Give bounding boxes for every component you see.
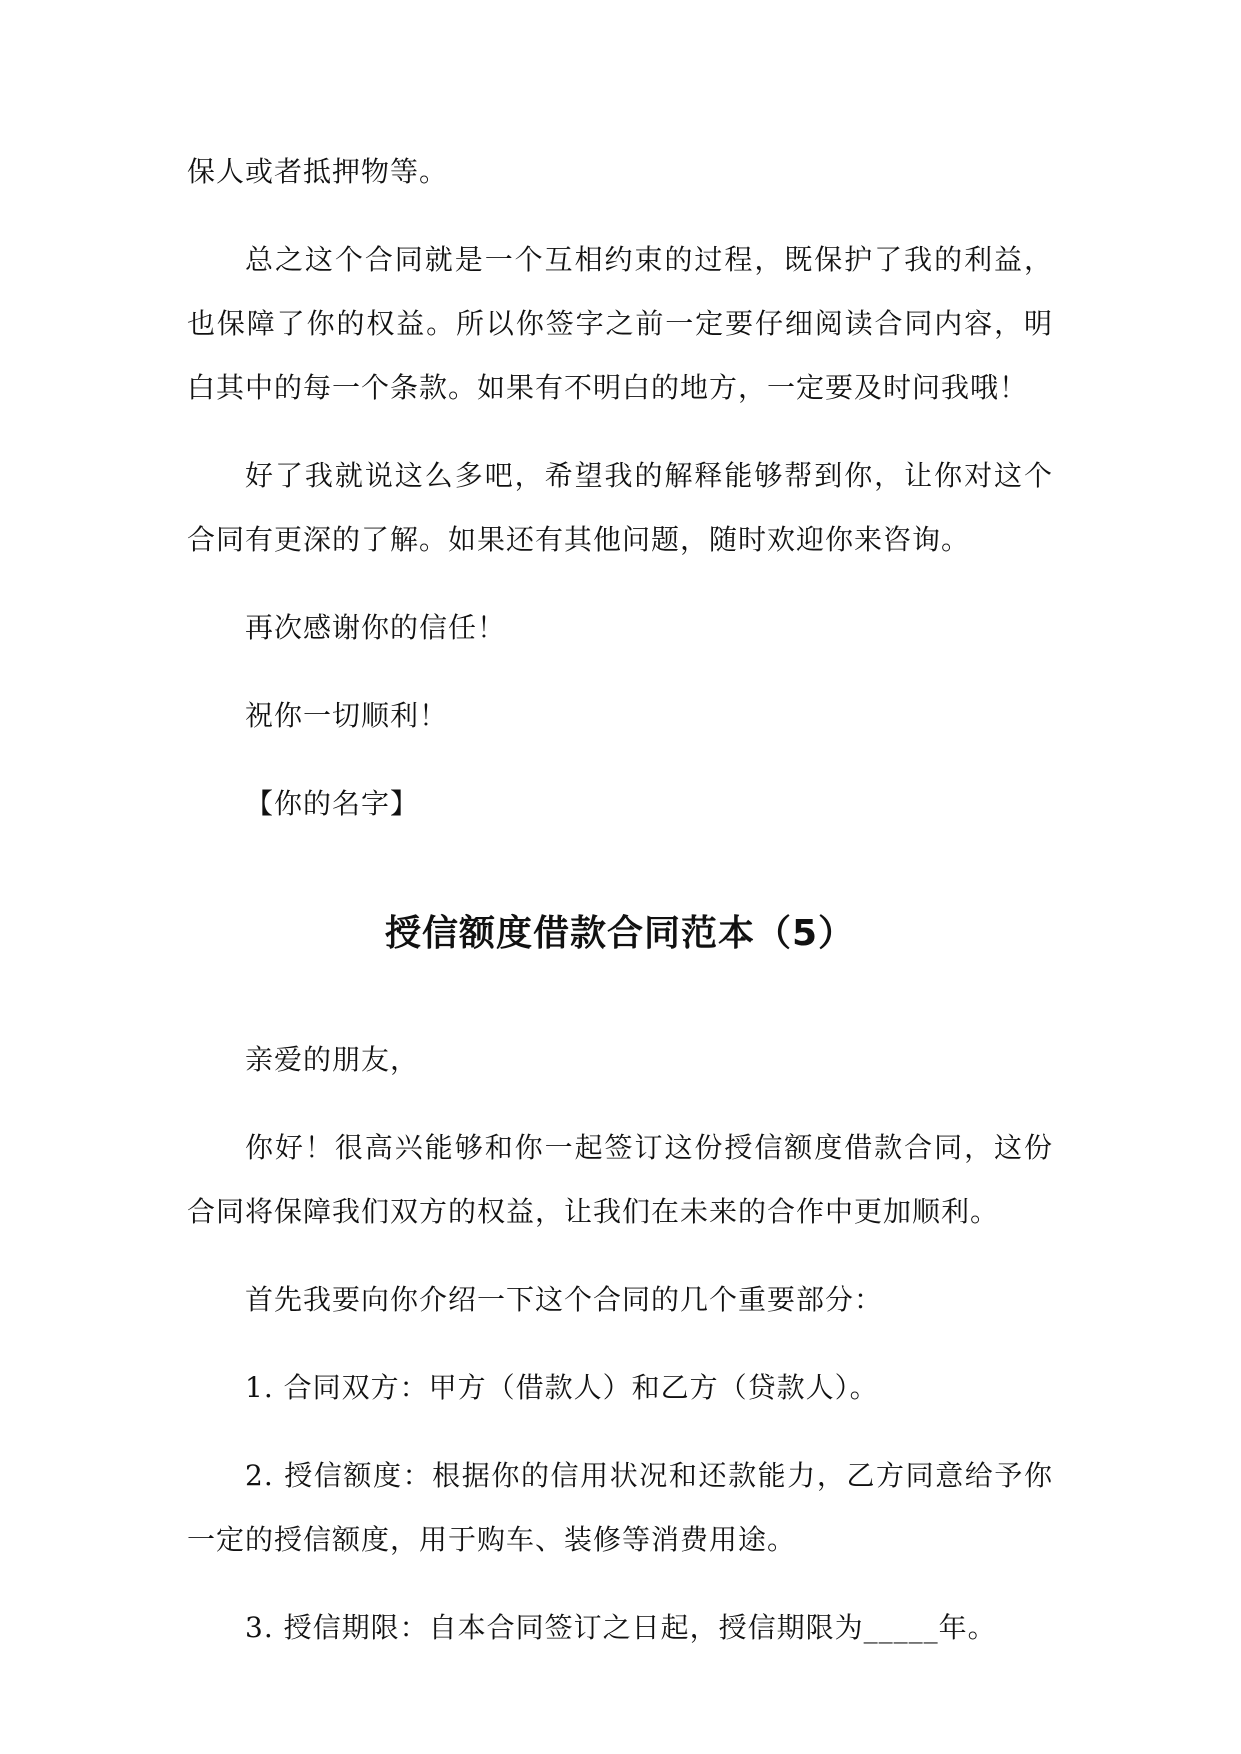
paragraph-continuation: 保人或者抵押物等。 (187, 155, 449, 188)
list-item-parties: 1. 合同双方：甲方（借款人）和乙方（贷款人）。 (245, 1371, 879, 1404)
paragraph-thanks: 再次感谢你的信任！ (245, 611, 507, 644)
paragraph-wishes: 祝你一切顺利！ (245, 699, 449, 732)
list-item-credit-limit: 2. 授信额度：根据你的信用状况和还款能力，乙方同意给予你一定的授信额度，用于购车、装修等消费用途。 (187, 1459, 1053, 1556)
paragraph-closing: 好了我就说这么多吧，希望我的解释能够帮到你，让你对这个合同有更深的了解。如果还有其他问题，随时欢迎你来咨询。 (187, 459, 1053, 556)
paragraph-greeting: 亲爱的朋友， (245, 1043, 420, 1076)
paragraph-overview: 首先我要向你介绍一下这个合同的几个重要部分： (245, 1283, 884, 1316)
paragraph-intro: 你好！很高兴能够和你一起签订这份授信额度借款合同，这份合同将保障我们双方的权益，让我们在未来的合作中更加顺利。 (187, 1131, 1053, 1228)
paragraph-summary: 总之这个合同就是一个互相约束的过程，既保护了我的利益，也保障了你的权益。所以你签字之前一定要仔细阅读合同内容，明白其中的每一个条款。如果有不明白的地方，一定要及时问我哦！ (187, 243, 1053, 404)
document-body (187, 140, 1053, 1660)
list-item-credit-term: 3. 授信期限：自本合同签订之日起，授信期限为_____年。 (245, 1611, 997, 1644)
signature-placeholder: 【你的名字】 (245, 787, 420, 820)
section-title: 授信额度借款合同范本（5） (384, 913, 856, 954)
